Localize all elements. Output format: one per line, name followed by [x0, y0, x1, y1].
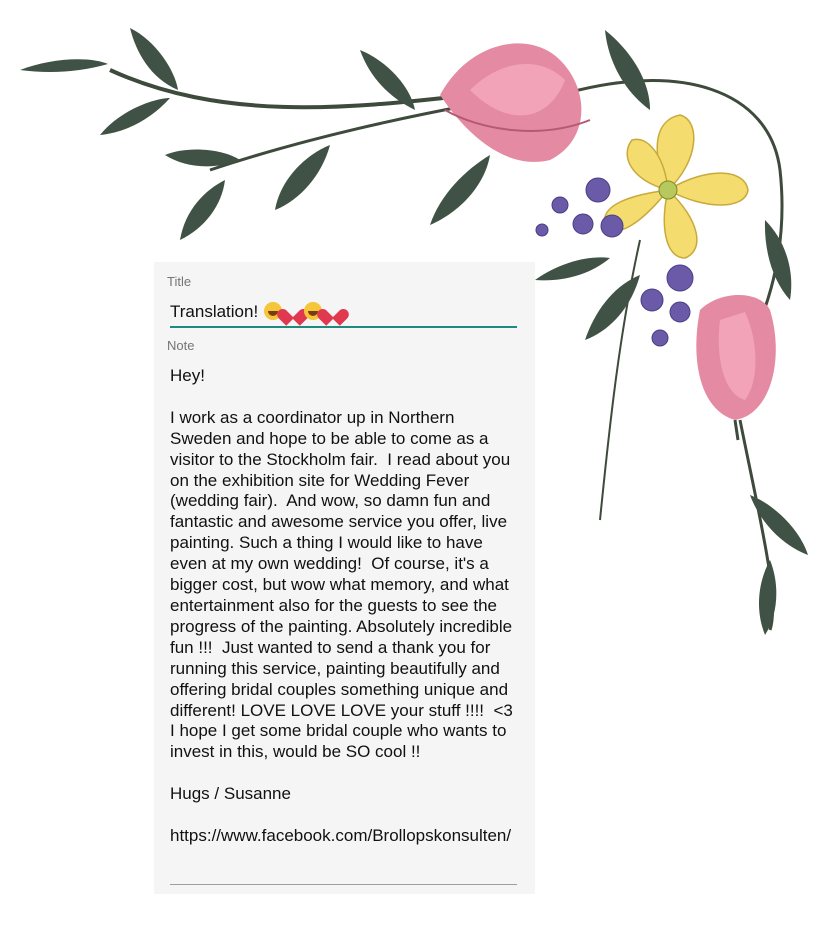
title-input[interactable] — [170, 300, 517, 328]
note-textarea[interactable] — [170, 366, 517, 885]
mending-heart-emoji-icon — [283, 302, 303, 320]
mending-heart-emoji-icon — [323, 302, 343, 320]
note-text: Hey! I work as a coordinator up in Northern Sweden and hope to be able to come as a visitor to the Stockholm fair. I read about you on the exhibition site for Wedding Fever (wedding fair). And wow, so damn fun and fantastic and awesome service you offer, live painting. Such a thing I would like to have even at my own wedding! Of course, it's a bigger cost, but wow what memory, and what entertainment also for the guests to see the progress of the painting. Absolutely incredible fun !!! Just wanted to send a thank you for running this service, painting beautifully and offering bridal couples something unique and different! LOVE LOVE LOVE your stuff !!!! <3 I hope I get some bridal couple who wants to invest in this, would be SO cool !! Hugs / Susanne https://www.facebook.com/Brollopskonsulten/ — [170, 366, 513, 845]
note-field-label: Note — [167, 338, 195, 353]
title-input-text: Translation! — [170, 302, 259, 321]
title-field-label: Title — [167, 274, 192, 289]
note-editor-card — [154, 262, 535, 894]
